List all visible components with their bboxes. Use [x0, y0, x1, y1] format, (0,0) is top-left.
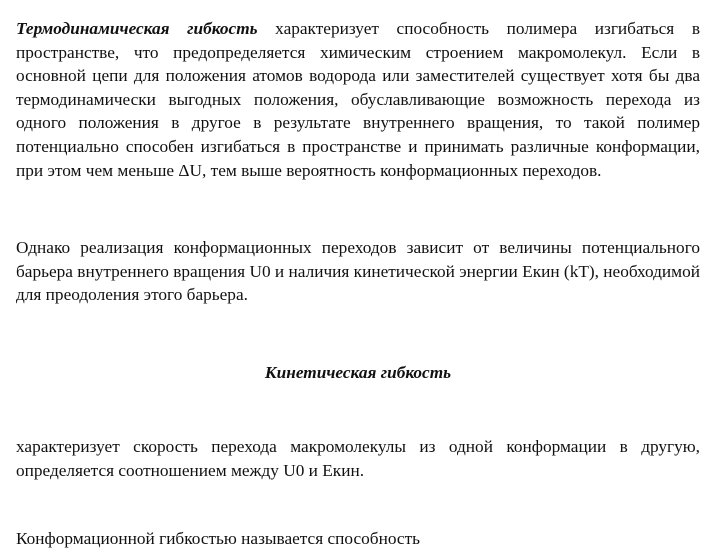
paragraph-kinetic-flexibility: характеризует скорость перехода макромолекулы из одной конформации в другую, определяется соотношением между U0 и Екин. [16, 436, 700, 480]
heading-kinetic-flexibility: Кинетическая гибкость [264, 362, 452, 382]
truncated-next-line: Конформационной гибкостью называется способность [16, 529, 420, 548]
paragraph-conformational-transitions: Однако реализация конформационных переходов зависит от величины потенциального барьера внутреннего вращения U0 и наличия кинетической энергии Екин (kT), необходимой для преодоления этого барьера. [16, 238, 700, 305]
term-thermodynamic-flexibility: Термодинамическая гибкость [16, 19, 258, 38]
paragraph-thermodynamic-flexibility [16, 17, 700, 182]
document-body [16, 17, 700, 482]
paragraph-1-text: характеризует способность полимера изгибаться в пространстве, что предопределяется химическим строением макромолекул. Если в основной цепи для положения атомов водорода или заместителей существует хотя бы два термодинамически выгодных положения, обуславливающие возможность перехода из одного положения в другое в результате внутреннего вращения, то такой полимер потенциально способен изгибаться в пространстве и принимать различные конформации, при этом чем меньше ΔU, тем выше вероятность конформационных переходов. [16, 19, 700, 180]
